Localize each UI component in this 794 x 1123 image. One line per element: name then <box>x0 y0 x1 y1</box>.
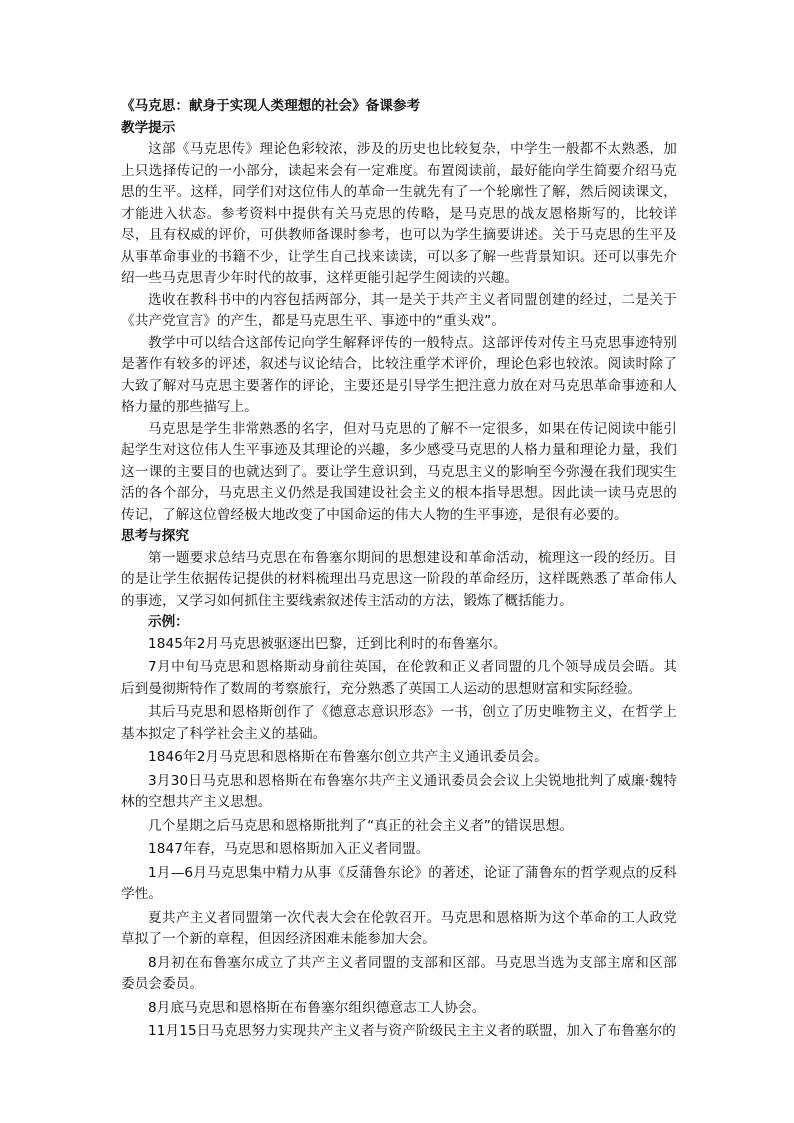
document-title: 《马克思：献身于实现人类理想的社会》备课参考 <box>121 98 421 114</box>
section-heading-teaching-tips: 教学提示 <box>121 119 176 136</box>
timeline-entry: 1847年春，马克思和恩格斯加入正义者同盟。 <box>148 841 430 857</box>
timeline-entry: 1845年2月马克思被驱逐出巴黎，迁到比利时的布鲁塞尔。 <box>148 635 507 652</box>
paragraph: 第一题要求总结马克思在布鲁塞尔期间的思想建设和革命活动，梳理这一段的经历。目的是让学生依据传记提供的材料梳理出马克思这一阶段的革命经历，这样既熟悉了革命伟人的事迹，又学习如何抓住主要线索叙述传主活动的方法，锻炼了概括能力。 <box>121 549 677 609</box>
timeline-entry: 8月初在布鲁塞尔成立了共产主义者同盟的支部和区部。马克思当选为支部主席和区部委员会委员。 <box>121 954 677 992</box>
paragraph: 选收在教科书中的内容包括两部分，其一是关于共产主义者同盟创建的经过，二是关于《共产党宣言》的产生，都是马克思生平、事迹中的“重头戏”。 <box>121 291 677 329</box>
timeline-entry: 7月中旬马克思和恩格斯动身前往英国，在伦敦和正义者同盟的几个领导成员会晤。其后到曼彻斯特作了数周的考察旅行，充分熟悉了英国工人运动的思想财富和实际经验。 <box>121 659 677 697</box>
timeline-entry: 3月30日马克思和恩格斯在布鲁塞尔共产主义通讯委员会会议上尖锐地批判了威廉·魏特林的空想共产主义思想。 <box>121 772 677 810</box>
section-heading-think-explore: 思考与探究 <box>121 528 189 544</box>
timeline-entry: 1846年2月马克思和恩格斯在布鲁塞尔创立共产主义通讯委员会。 <box>148 749 548 765</box>
paragraph: 这部《马克思传》理论色彩较浓，涉及的历史也比较复杂，中学生一般都不太熟悉，加上只选择传记的一小部分，读起来会有一定难度。布置阅读前，最好能向学生简要介绍马克思的生平。这样，同学们对这位伟人的革命一生就先有了一个轮廓性了解，然后阅读课文，才能进入状态。参考资料中提供有关马克思的传略，是马克思的战友恩格斯写的，比较详尽，且有权威的评价，可供教师备课时参考，也可以为学生摘要讲述。关于马克思的生平及从事革命事业的书籍不少，让学生自己找来读读，可以多了解一些背景知识。还可以事先介绍一些马克思青少年时代的故事，这样更能引起学生阅读的兴趣。 <box>121 141 677 286</box>
timeline-entry: 其后马克思和恩格斯创作了《德意志意识形态》一书，创立了历史唯物主义，在哲学上基本拟定了科学社会主义的基础。 <box>121 704 677 742</box>
paragraph: 教学中可以结合这部传记向学生解释评传的一般特点。这部评传对传主马克思事迹特别是著作有较多的评述，叙述与议论结合，比较注重学术评价，理论色彩也较浓。阅读时除了大致了解对马克思主要著作的评论，主要还是引导学生把注意力放在对马克思革命事迹和人格力量的那些描写上。 <box>121 334 677 415</box>
timeline-entry: 1月—6月马克思集中精力从事《反蒲鲁东论》的著述，论证了蒲鲁东的哲学观点的反科学性。 <box>121 864 677 902</box>
example-label: 示例： <box>148 614 189 630</box>
paragraph: 马克思是学生非常熟悉的名字，但对马克思的了解不一定很多，如果在传记阅读中能引起学生对这位伟人生平事迹及其理论的兴趣，多少感受马克思的人格力量和理论力量，我们这一课的主要目的也就达到了。要让学生意识到，马克思主义的影响至今弥漫在我们现实生活的各个部分，马克思主义仍然是我国建设社会主义的根本指导思想。因此读一读马克思的传记，了解这位曾经极大地改变了中国命运的伟大人物的生平事迹，是很有必要的。 <box>121 420 677 523</box>
timeline-entry: 夏共产主义者同盟第一次代表大会在伦敦召开。马克思和恩格斯为这个革命的工人政党草拟了一个新的章程，但因经济困难未能参加大会。 <box>121 909 677 947</box>
timeline-entry: 几个星期之后马克思和恩格斯批判了“真正的社会主义者”的错误思想。 <box>148 817 574 834</box>
timeline-entry: 11月15日马克思努力实现共产主义者与资产阶级民主主义者的联盟，加入了布鲁塞尔的 <box>148 1023 676 1039</box>
document-page <box>121 96 677 1045</box>
timeline-entry: 8月底马克思和恩格斯在布鲁塞尔组织德意志工人协会。 <box>148 999 486 1016</box>
